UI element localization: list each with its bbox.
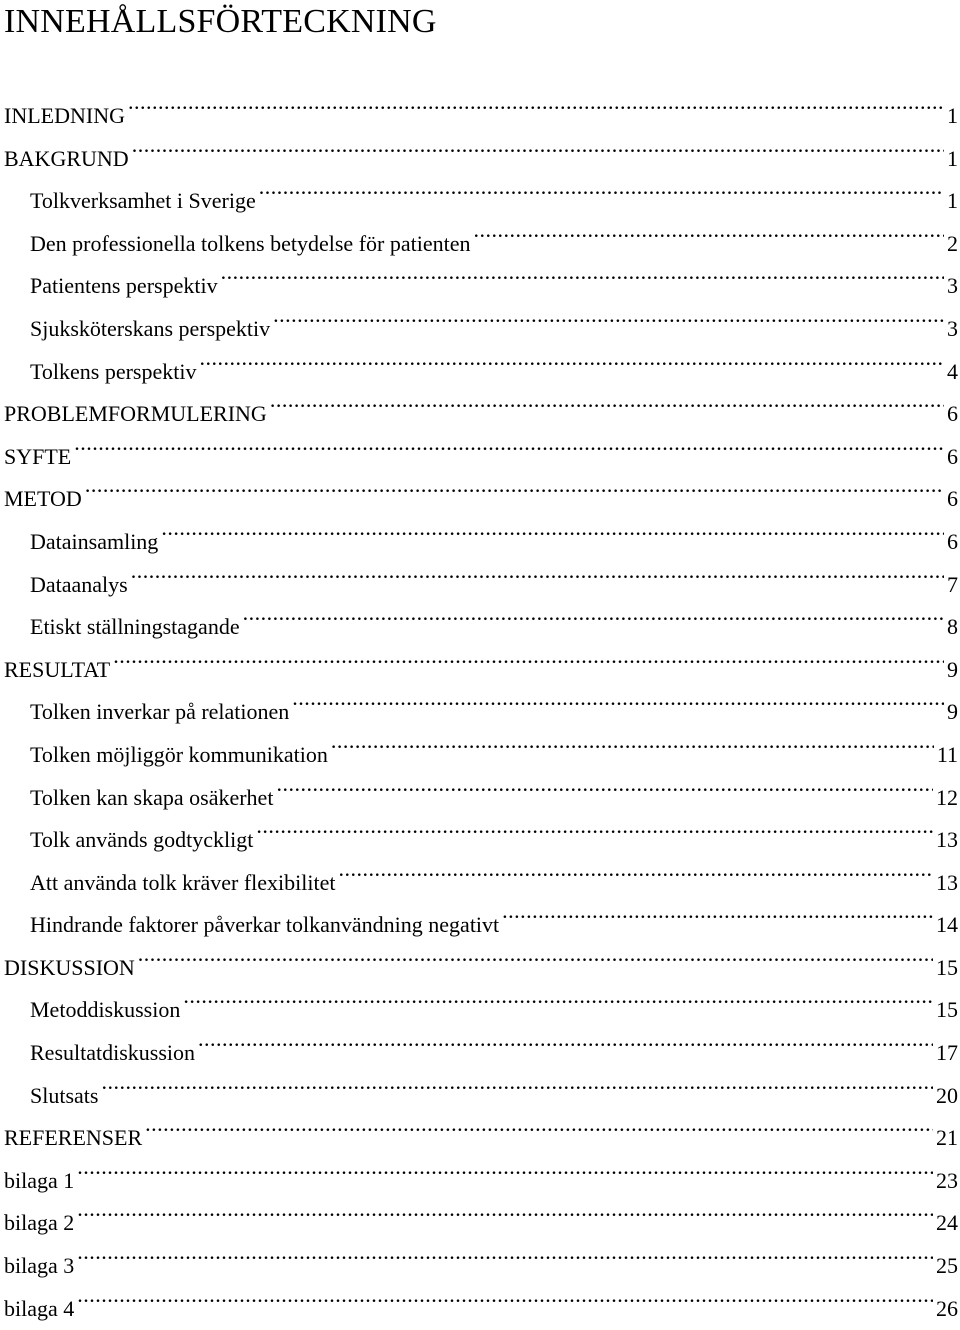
dot-leader	[131, 550, 944, 592]
toc-entry[interactable]	[0, 1103, 960, 1151]
toc-entry-page-number: 21	[936, 1125, 958, 1151]
toc-entry-page-number: 4	[947, 358, 958, 384]
dot-leader	[183, 975, 933, 1017]
toc-entry-label: Datainsamling	[30, 528, 159, 554]
toc-entry[interactable]	[0, 763, 960, 810]
toc-entry-page-number: 20	[936, 1082, 958, 1108]
toc-entry-label: Att använda tolk kräver flexibilitet	[30, 869, 336, 895]
toc-entry-label: Tolken möjliggör kommunikation	[30, 741, 328, 767]
dot-leader	[331, 720, 934, 762]
toc-entry-label: Etiskt ställningstagande	[30, 614, 240, 640]
toc-entry[interactable]	[0, 635, 960, 682]
toc-entry-label: Resultatdiskussion	[30, 1040, 196, 1066]
dot-leader	[145, 1103, 933, 1145]
toc-entry[interactable]	[0, 81, 960, 128]
toc-entry[interactable]	[0, 379, 960, 427]
toc-entry[interactable]	[0, 166, 960, 214]
toc-entry[interactable]	[0, 1018, 960, 1066]
toc-entry[interactable]	[0, 805, 960, 853]
toc-entry[interactable]	[0, 848, 960, 895]
toc-entry-page-number: 3	[947, 273, 958, 299]
dot-leader	[77, 1188, 933, 1230]
toc-entry-label: Metoddiskussion	[30, 997, 181, 1023]
toc-entry[interactable]	[0, 975, 960, 1023]
toc-entry-page-number: 15	[936, 997, 958, 1023]
toc-entry[interactable]	[0, 337, 960, 384]
toc-entry[interactable]	[0, 124, 960, 171]
dot-leader	[85, 464, 944, 506]
toc-list	[0, 81, 960, 1321]
dot-leader	[276, 763, 933, 805]
dot-leader	[132, 124, 944, 166]
toc-entry[interactable]	[0, 677, 960, 725]
dot-leader	[502, 890, 933, 932]
toc-entry-page-number: 2	[947, 230, 958, 256]
page-title: INNEHÅLLSFÖRTECKNING	[4, 3, 437, 40]
dot-leader	[273, 294, 944, 336]
dot-leader	[256, 805, 933, 847]
toc-entry-page-number: 13	[936, 827, 958, 853]
toc-entry-page-number: 23	[936, 1167, 958, 1193]
dot-leader	[77, 1274, 933, 1316]
toc-entry-label: Tolk används godtyckligt	[30, 827, 254, 853]
toc-entry-label: REFERENSER	[4, 1125, 143, 1151]
toc-entry-page-number: 15	[936, 954, 958, 980]
toc-entry[interactable]	[0, 1146, 960, 1193]
toc-entry[interactable]	[0, 720, 960, 767]
dot-leader	[473, 209, 944, 251]
toc-entry-page-number: 6	[947, 443, 958, 469]
toc-entry-label: Tolkens perspektiv	[30, 358, 197, 384]
dot-leader	[77, 1146, 933, 1188]
toc-entry[interactable]	[0, 464, 960, 512]
dot-leader	[292, 677, 944, 719]
toc-entry[interactable]	[0, 1188, 960, 1236]
dot-leader	[74, 422, 944, 464]
toc-entry-page-number: 25	[936, 1253, 958, 1279]
toc-entry-page-number: 9	[947, 699, 958, 725]
toc-entry-page-number: 26	[936, 1295, 958, 1321]
toc-entry-label: SYFTE	[4, 443, 72, 469]
toc-entry-page-number: 1	[947, 145, 958, 171]
dot-leader	[259, 166, 944, 208]
toc-entry-page-number: 17	[936, 1040, 958, 1066]
dot-leader	[77, 1231, 933, 1273]
toc-entry[interactable]	[0, 1274, 960, 1321]
toc-entry-label: Sjuksköterskans perspektiv	[30, 315, 271, 341]
dot-leader	[221, 251, 944, 293]
toc-entry[interactable]	[0, 933, 960, 980]
toc-entry-page-number: 12	[936, 784, 958, 810]
dot-leader	[138, 933, 933, 975]
toc-entry-label: INLEDNING	[4, 103, 125, 128]
toc-entry[interactable]	[0, 251, 960, 299]
toc-entry[interactable]	[0, 1061, 960, 1108]
toc-entry-label: Patientens perspektiv	[30, 273, 218, 299]
toc-entry-page-number: 9	[947, 656, 958, 682]
toc-entry-label: bilaga 2	[4, 1210, 75, 1236]
dot-leader	[338, 848, 933, 890]
toc-entry-label: BAKGRUND	[4, 145, 129, 171]
toc-entry-label: Tolken inverkar på relationen	[30, 699, 290, 725]
toc-entry[interactable]	[0, 592, 960, 640]
toc-entry-page-number: 11	[936, 741, 958, 767]
dot-leader	[113, 635, 944, 677]
toc-entry-label: PROBLEMFORMULERING	[4, 401, 267, 427]
dot-leader	[161, 507, 944, 549]
toc-entry[interactable]	[0, 422, 960, 469]
dot-leader	[101, 1061, 933, 1103]
toc-entry-page-number: 13	[936, 869, 958, 895]
toc-entry-page-number: 14	[936, 912, 958, 938]
toc-entry-label: bilaga 4	[4, 1295, 75, 1321]
dot-leader	[270, 379, 944, 421]
toc-entry-page-number: 7	[947, 571, 958, 597]
toc-entry-label: RESULTAT	[4, 656, 111, 682]
toc-entry[interactable]	[0, 550, 960, 597]
toc-entry-label: Slutsats	[30, 1082, 99, 1108]
toc-entry-label: Den professionella tolkens betydelse för patienten	[30, 230, 471, 256]
toc-entry-label: Dataanalys	[30, 571, 128, 597]
toc-entry-page-number: 6	[947, 528, 958, 554]
toc-entry-label: Tolken kan skapa osäkerhet	[30, 784, 274, 810]
toc-entry-page-number: 6	[947, 486, 958, 512]
toc-entry-page-number: 8	[947, 614, 958, 640]
toc-entry-page-number: 24	[936, 1210, 958, 1236]
toc-entry-label: Hindrande faktorer påverkar tolkanvändning negativt	[30, 912, 500, 938]
toc-entry[interactable]	[0, 1231, 960, 1279]
toc-entry-label: bilaga 3	[4, 1253, 75, 1279]
toc-entry[interactable]	[0, 209, 960, 256]
toc-entry[interactable]	[0, 507, 960, 554]
dot-leader	[128, 81, 944, 123]
toc-entry-page-number: 3	[947, 315, 958, 341]
toc-entry-page-number: 1	[947, 188, 958, 214]
dot-leader	[199, 337, 944, 379]
toc-entry-label: Tolkverksamhet i Sverige	[30, 188, 256, 214]
toc-entry-label: DISKUSSION	[4, 954, 135, 980]
toc-entry[interactable]	[0, 294, 960, 341]
toc-entry[interactable]	[0, 890, 960, 938]
toc-entry-page-number: 6	[947, 401, 958, 427]
dot-leader	[198, 1018, 933, 1060]
toc-entry-page-number: 1	[947, 103, 958, 128]
dot-leader	[243, 592, 944, 634]
toc-entry-label: METOD	[4, 486, 82, 512]
toc-entry-label: bilaga 1	[4, 1167, 75, 1193]
